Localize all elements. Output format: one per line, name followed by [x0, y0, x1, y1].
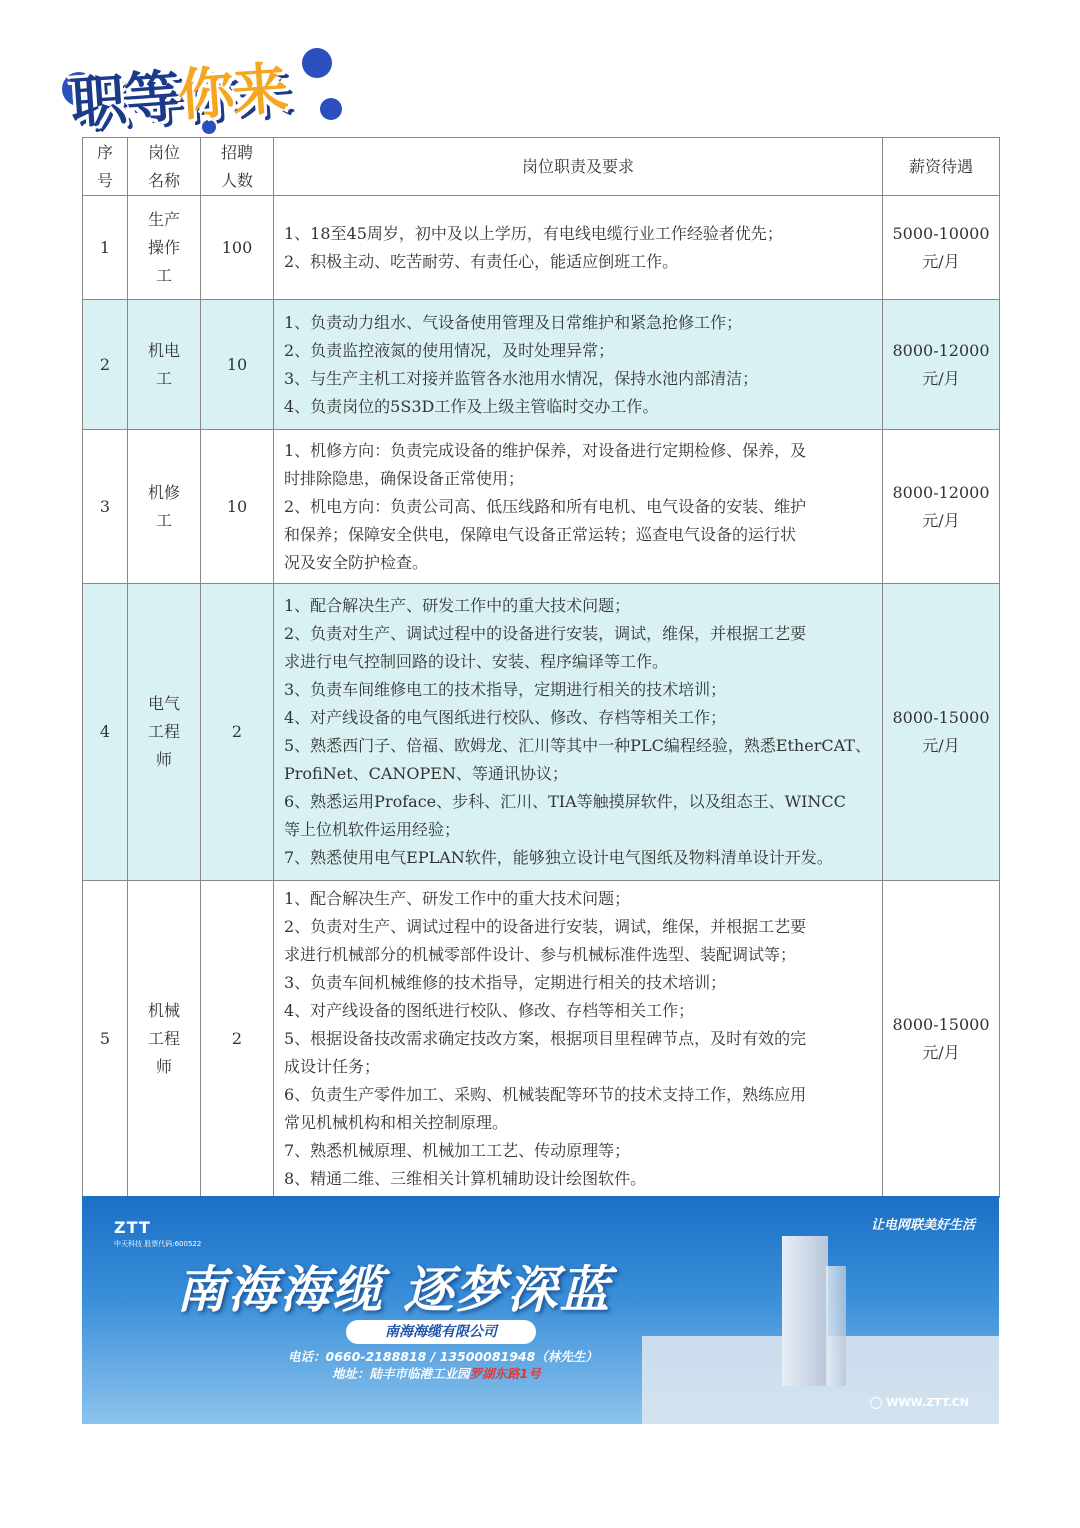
- logo-title: [67, 45, 288, 140]
- requirement-line: 1、配合解决生产、研发工作中的重大技术问题；: [284, 596, 631, 615]
- company-name: 南海海缆有限公司: [346, 1320, 536, 1344]
- banner-slogan: 让电网联美好生活: [870, 1218, 975, 1233]
- header-no: [83, 138, 128, 196]
- requirement-line: 1、机修方向：负责完成设备的维护保养，对设备进行定期检修、保养，及: [284, 440, 807, 460]
- requirement-line: 3、负责车间机械维修的技术指导，定期进行相关的技术培训；: [284, 973, 727, 992]
- header-text: 招聘: [220, 142, 253, 162]
- position-text: 师: [155, 750, 172, 769]
- ztt-logo: [114, 1218, 201, 1249]
- salary-unit: 元/月: [922, 510, 960, 530]
- requirement-line: 8、精通二维、三维相关计算机辅助设计绘图软件。: [284, 1169, 647, 1188]
- website-text: WWW.ZTT.CN: [886, 1396, 969, 1409]
- header-count: [201, 138, 274, 196]
- salary-range: 8000-15000: [892, 1015, 990, 1034]
- salary-range: 5000-10000: [892, 223, 990, 243]
- row-count: 100: [201, 196, 274, 300]
- row-position: [128, 430, 201, 584]
- row-count: 10: [201, 300, 274, 430]
- logo-text-highlight: 你来: [176, 56, 289, 129]
- ztt-logo-sub: 中天科技 股票代码:600522: [114, 1240, 202, 1248]
- table-row: [83, 430, 1000, 584]
- requirement-line: 7、熟悉使用电气EPLAN软件，能够独立设计电气图纸及物料清单设计开发。: [284, 848, 833, 867]
- position-text: 机械: [147, 1001, 180, 1020]
- position-text: 生产: [147, 209, 180, 229]
- row-no: 4: [83, 584, 128, 881]
- salary-range: 8000-12000: [892, 482, 990, 502]
- salary-unit: 元/月: [922, 251, 960, 271]
- requirement-line: 5、根据设备技改需求确定技改方案，根据项目里程碑节点，及时有效的完: [284, 1029, 807, 1048]
- requirement-line: 时排除隐患，确保设备正常使用；: [284, 468, 525, 488]
- row-position: [128, 196, 201, 300]
- row-no: 5: [83, 881, 128, 1198]
- header-text: 序: [96, 142, 113, 162]
- salary-range: 8000-15000: [892, 708, 990, 727]
- requirement-line: 2、负责对生产、调试过程中的设备进行安装，调试，维保，并根据工艺要: [284, 917, 807, 936]
- salary-unit: 元/月: [922, 368, 960, 388]
- requirement-line: 6、熟悉运用Proface、步科、汇川、TIA等触摸屏软件，以及组态王、WINCC: [284, 792, 846, 811]
- row-salary: [883, 881, 1000, 1198]
- salary-unit: 元/月: [922, 1043, 960, 1062]
- tower-illustration: [782, 1236, 828, 1386]
- row-requirements: [274, 430, 883, 584]
- position-text: 机修: [147, 482, 180, 502]
- requirement-line: 6、负责生产零件加工、采购、机械装配等环节的技术支持工作，熟练应用: [284, 1085, 807, 1104]
- header-text: 人数: [220, 170, 253, 190]
- row-salary: [883, 300, 1000, 430]
- requirement-line: 4、对产线设备的图纸进行校队、修改、存档等相关工作；: [284, 1001, 695, 1020]
- requirement-line: 1、18至45周岁，初中及以上学历，有电线电缆行业工作经验者优先；: [284, 223, 783, 243]
- requirement-line: 4、对产线设备的电气图纸进行校队、修改、存档等相关工作；: [284, 708, 727, 727]
- logo-text-part: 职等: [68, 64, 181, 137]
- address-highlight: 罗湖东路1号: [469, 1366, 541, 1381]
- table-header-row: [83, 138, 1000, 196]
- tower-illustration: [826, 1266, 846, 1386]
- salary-unit: 元/月: [922, 736, 960, 755]
- website: [870, 1396, 969, 1409]
- table-row: [83, 881, 1000, 1198]
- requirement-line: 2、负责监控液氮的使用情况，及时处理异常；: [284, 340, 615, 360]
- logo-splat-decoration: [320, 98, 342, 120]
- requirement-line: 1、负责动力组水、气设备使用管理及日常维护和紧急抢修工作；: [284, 312, 743, 332]
- position-text: 工程: [147, 1029, 180, 1048]
- row-requirements: [274, 584, 883, 881]
- header-salary: 薪资待遇: [883, 138, 1000, 196]
- logo-splat-decoration: [302, 48, 332, 78]
- row-no: 3: [83, 430, 128, 584]
- position-text: 工: [155, 265, 172, 285]
- row-requirements: [274, 300, 883, 430]
- ztt-logo-mark: ZTT: [114, 1218, 151, 1237]
- requirement-line: 2、积极主动、吃苦耐劳、有责任心，能适应倒班工作。: [284, 251, 679, 271]
- requirement-line: 常见机械机构和相关控制原理。: [284, 1113, 509, 1132]
- position-text: 电气: [147, 694, 180, 713]
- requirement-line: 4、负责岗位的5S3D工作及上级主管临时交办工作。: [284, 396, 659, 416]
- position-text: 师: [155, 1057, 172, 1076]
- requirement-line: 2、机电方向：负责公司高、低压线路和所有电机、电气设备的安装、维护: [284, 496, 807, 516]
- requirement-line: 等上位机软件运用经验；: [284, 820, 461, 839]
- recruit-logo: [52, 28, 352, 138]
- requirement-line: 成设计任务；: [284, 1057, 381, 1076]
- contact-address: [332, 1364, 541, 1382]
- job-table: [82, 137, 1000, 1198]
- row-position: [128, 881, 201, 1198]
- position-text: 工: [155, 368, 172, 388]
- header-requirements: 岗位职责及要求: [274, 138, 883, 196]
- row-position: [128, 584, 201, 881]
- requirement-line: 况及安全防护检查。: [284, 552, 429, 572]
- contact-phone: 电话：0660-2188818 / 13500081948（林先生）: [288, 1349, 598, 1364]
- requirement-line: 5、熟悉西门子、倍福、欧姆龙、汇川等其中一种PLC编程经验，熟悉EtherCAT、: [284, 736, 871, 755]
- table-row: [83, 300, 1000, 430]
- globe-icon: [870, 1397, 882, 1409]
- requirement-line: 7、熟悉机械原理、机械加工工艺、传动原理等；: [284, 1141, 631, 1160]
- address-text: 地址：陆丰市临港工业园: [332, 1366, 470, 1381]
- banner-title: 南海海缆 逐梦深蓝: [176, 1261, 612, 1319]
- requirement-line: 求进行机械部分的机械零部件设计、参与机械标准件选型、装配调试等；: [284, 945, 797, 964]
- row-position: [128, 300, 201, 430]
- requirement-line: ProfiNet、CANOPEN、等通讯协议；: [284, 764, 568, 783]
- row-requirements: [274, 881, 883, 1198]
- requirement-line: 和保养；保障安全供电，保障电气设备正常运转；巡查电气设备的运行状: [284, 524, 797, 544]
- row-count: 10: [201, 430, 274, 584]
- requirement-line: 3、与生产主机工对接并监管各水池用水情况，保持水池内部清洁；: [284, 368, 759, 388]
- position-text: 工程: [147, 722, 180, 741]
- table-row: [83, 196, 1000, 300]
- company-banner: [82, 1196, 999, 1424]
- requirement-line: 求进行电气控制回路的设计、安装、程序编译等工作。: [284, 652, 669, 671]
- row-no: 1: [83, 196, 128, 300]
- table-row: [83, 584, 1000, 881]
- header-text: 号: [96, 170, 113, 190]
- row-count: 2: [201, 881, 274, 1198]
- position-text: 机电: [147, 340, 180, 360]
- header-text: 名称: [147, 170, 180, 190]
- header-text: 岗位: [147, 142, 180, 162]
- requirement-line: 2、负责对生产、调试过程中的设备进行安装，调试，维保，并根据工艺要: [284, 624, 807, 643]
- row-salary: [883, 584, 1000, 881]
- header-name: [128, 138, 201, 196]
- row-salary: [883, 196, 1000, 300]
- row-no: 2: [83, 300, 128, 430]
- row-salary: [883, 430, 1000, 584]
- requirement-line: 1、配合解决生产、研发工作中的重大技术问题；: [284, 889, 631, 908]
- requirement-line: 3、负责车间维修电工的技术指导，定期进行相关的技术培训；: [284, 680, 727, 699]
- salary-range: 8000-12000: [892, 340, 990, 360]
- position-text: 工: [155, 510, 172, 530]
- row-requirements: [274, 196, 883, 300]
- row-count: 2: [201, 584, 274, 881]
- position-text: 操作: [147, 237, 180, 257]
